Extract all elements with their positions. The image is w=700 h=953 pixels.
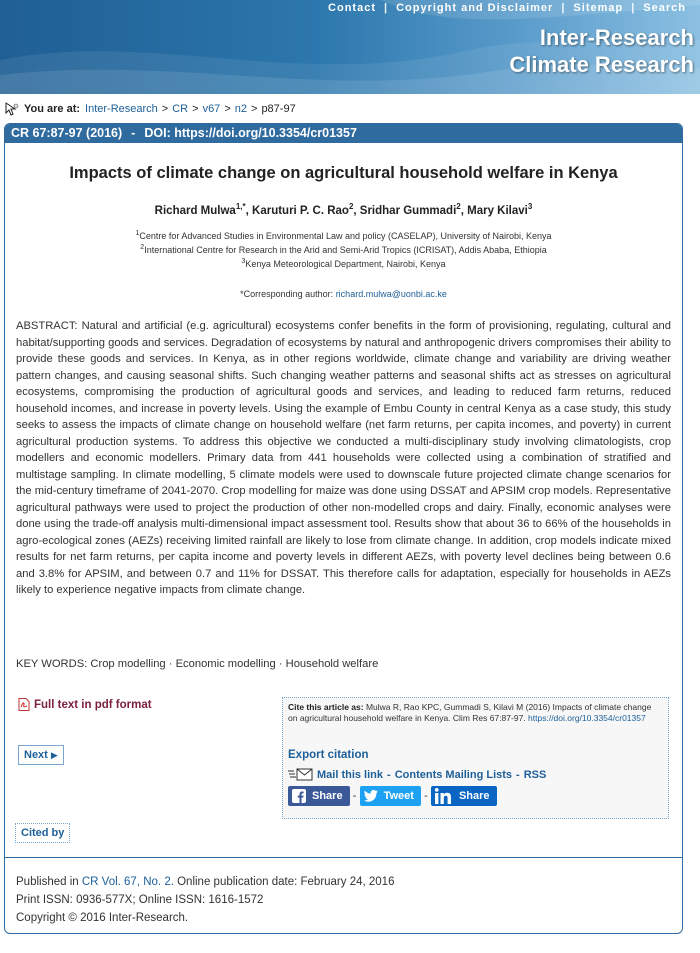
header-dash: - [131,126,136,140]
twitter-tweet-label: Tweet [383,790,414,802]
brand-journal: Climate Research [509,52,694,77]
keywords: KEY WORDS: Crop modelling · Economic modelling · Household welfare [16,658,379,670]
issn-info: Print ISSN: 0936-577X; Online ISSN: 1616-1572 [16,894,264,906]
cite-label: Cite this article as: [288,702,364,712]
facebook-icon [292,789,306,803]
breadcrumb-inter-research[interactable]: Inter-Research [85,103,158,115]
mail-this-link[interactable]: Mail this link [317,768,384,781]
next-article-button[interactable] [18,745,64,765]
cite-article-box [282,697,669,819]
pdf-icon [18,698,30,711]
breadcrumb-separator: > [161,103,169,115]
cite-reference: Mulwa R, Rao KPC, Gummadi S, Kilavi M (2016) Impacts of climate change on agricultural household welfare in Kenya. Clim Res 67:87-97. [288,702,652,723]
author-affiliation-marker: 2 [348,202,354,211]
contents-mailing-lists-link[interactable]: Contents Mailing Lists [394,768,513,781]
cite-doi-link[interactable]: https://doi.org/10.3354/cr01357 [528,713,646,723]
online-date: Online publication date: February 24, 2016 [177,876,395,888]
volume-issue-link[interactable]: CR Vol. 67, No. 2. [81,876,174,888]
citation-header: CR 67:87-97 (2016) [11,126,123,140]
pdf-link-label: Full text in pdf format [34,698,152,711]
affiliation-1 [5,230,682,241]
breadcrumb-separator: > [224,103,231,115]
full-text-pdf-link[interactable] [18,698,152,711]
corresponding-email-link[interactable]: richard.mulwa@uonbi.ac.ke [335,289,447,299]
author-name: Karuturi P. C. Rao [252,204,349,217]
breadcrumb-cr[interactable]: CR [172,103,189,115]
mail-links-row [288,768,546,781]
export-citation-link[interactable]: Export citation [288,749,369,761]
publication-info [16,873,394,927]
nav-copyright[interactable]: Copyright and Disclaimer [396,2,554,14]
location-pointer-icon [4,102,20,116]
site-brand[interactable] [509,24,694,78]
author-affiliation-marker: 1,* [235,202,246,211]
panel-divider [5,857,682,858]
facebook-share-button[interactable] [288,786,350,806]
affiliation-text: Centre for Advanced Studies in Environmental Law and policy (CASELAP), University of Nairobi, Kenya [139,231,552,241]
mail-envelope-icon [288,768,314,781]
author-name: Sridhar Gummadi [359,204,457,217]
nav-sitemap[interactable]: Sitemap [573,2,624,14]
affiliation-3 [5,258,682,269]
copyright-notice: Copyright © 2016 Inter-Research. [16,912,189,924]
play-arrow-icon: ▶ [50,750,58,760]
corresponding-author [5,289,682,299]
twitter-bird-icon [364,790,378,802]
affiliation-marker: 1 [135,230,140,237]
author-affiliation-marker: 2 [456,202,461,211]
affiliation-marker: 2 [140,244,145,251]
nav-separator: | [384,2,389,14]
twitter-tweet-button[interactable] [360,786,421,806]
abstract: ABSTRACT: Natural and artificial (e.g. agricultural) ecosystems confer benefits in the form of provisioning, regulating, cultural and habitat/supporting goods and services. Degradation of ecosystems by natural and anthropogenic drivers compromises their ability to provide these goods and services. In Kenya, as in other regions worldwide, climate change and variability are driving weather pattern changes, and causing seasonal shifts. Such changing weather patterns and seasonal shifts act as stresses on agricultural ecosystems, compromising the production of agricultural goods and services, and leading to reduced farm returns, reduced household incomes, and increase in poverty levels. Using the example of Embu County in central Kenya as a case study, this study seeks to assess the impacts of climate change on household welfare (net farm returns, per capita incomes, and poverty) in current agricultural production systems. To address this objective we conducted a multi-disciplinary study involving climatologists, crop modellers and economic modellers. Primary data from 441 households were collected using a combination of stratified and multistage sampling. In climate modelling, 5 climate models were used to downscale future projected climate change scenarios for the mid-century timeframe of 2041-2070. Crop modelling for maize was done using DSSAT and APSIM crop models. Representative agricultural pathways were used to project the production of other non-modelled crops and dairy. Finally, economic analyses were done using the trade-off analysis multi-dimensional impact assessment tool. Results show that about 36 to 66% of the households in agro-ecological zones (AEZs) receiving limited rainfall are likely to lose from climate change. In addition, crop models indicate mixed results for net farm returns, per capita income and poverty levels in different AEZs, with poverty level declines being between 0.6 and 3.8% for APSIM, and between 0.7 and 11% for DSSAT. This therefore calls for adaptation, especially for households in AEZs likely to experience negative impacts from climate change. [16,320,671,596]
author-list: Richard Mulwa$^{1,*}$, Karuturi P. C. Rao$^2$, Sridhar Gummadi$^2$, Mary Kilavi$^3$ [154,202,533,217]
article-panel [4,123,683,934]
share-separator: - [352,790,357,802]
link-separator: - [516,768,520,781]
article-title: Impacts of climate change on agricultural household welfare in Kenya [69,164,618,182]
publication-line [16,873,394,891]
breadcrumb [4,101,296,117]
next-label: Next [24,749,48,761]
breadcrumb-separator: > [251,103,258,115]
affiliation-2 [5,244,682,255]
link-separator: - [387,768,391,781]
top-navigation [320,1,694,15]
rss-link[interactable]: RSS [523,768,547,781]
nav-search[interactable]: Search [643,2,686,14]
breadcrumb-volume[interactable]: v67 [202,103,221,115]
breadcrumb-current: p87-97 [261,103,296,115]
article-header-bar [5,124,682,143]
citation-text [288,702,658,724]
breadcrumb-issue[interactable]: n2 [234,103,247,115]
linkedin-share-label: Share [458,790,490,802]
linkedin-share-button[interactable] [431,786,497,806]
brand-publisher: Inter-Research [539,25,694,50]
breadcrumb-label: You are at: [24,103,81,115]
affiliation-marker: 3 [241,258,246,265]
author-affiliation-marker: 3 [527,202,533,211]
breadcrumb-separator: > [192,103,199,115]
doi-header: DOI: https://doi.org/10.3354/cr01357 [144,126,357,140]
published-in-label: Published in [16,876,79,888]
author-name: Richard Mulwa [154,204,236,217]
cited-by-button[interactable]: Cited by [15,823,70,843]
author-name: Mary Kilavi [467,204,528,217]
corresponding-label: *Corresponding author: [240,289,334,299]
nav-contact[interactable]: Contact [328,2,376,14]
share-separator: - [424,790,428,802]
facebook-share-label: Share [312,790,343,802]
linkedin-icon [435,788,453,804]
share-buttons-row [288,786,497,806]
site-header [0,0,700,94]
nav-separator: | [561,2,566,14]
affiliation-text: Kenya Meteorological Department, Nairobi, Kenya [245,259,446,269]
nav-separator: | [631,2,636,14]
affiliation-text: International Centre for Research in the Arid and Semi-Arid Tropics (ICRISAT), Addis Ababa, Ethiopia [144,245,547,255]
